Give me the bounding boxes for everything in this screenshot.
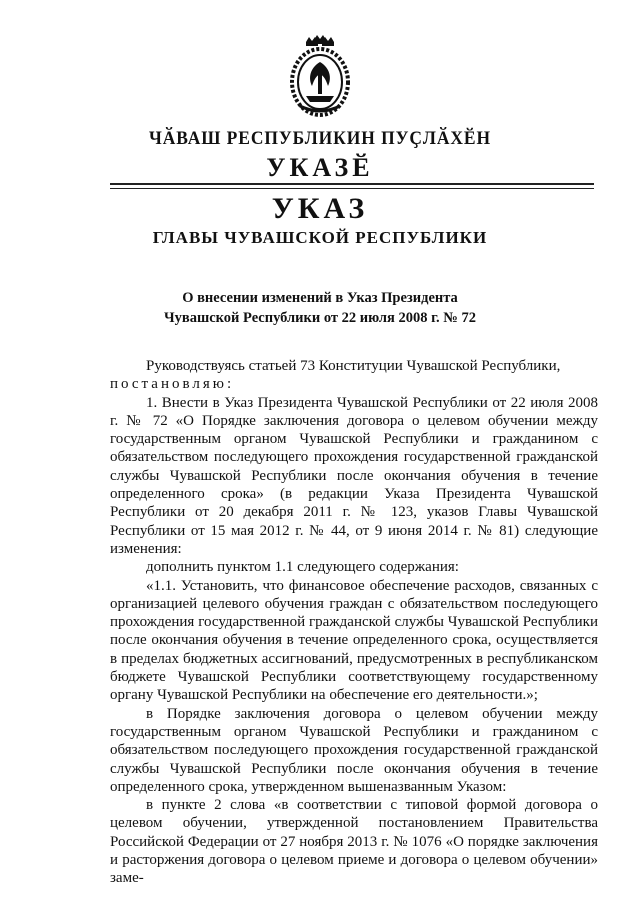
chuvash-header-line: ЧӐВАШ РЕСПУБЛИКИН ПУҪЛӐХӖН — [148, 128, 492, 149]
paragraph-text: Руководствуясь статьей 73 Конституции Чувашской Республики, — [146, 358, 561, 374]
header-divider — [110, 183, 594, 185]
resolve-word: постановляю: — [110, 376, 235, 393]
paragraph: в пункте 2 слова «в соответствии с типовой формой договора о целевом обучении, утвержденной постановлением Правительства Российской Федерации от 27 ноября 2013 г. № 1076 «О порядке заключения и расторжения договора о целевом приеме и договора о целевом обучении» заме- — [110, 797, 598, 887]
decree-body — [110, 357, 598, 888]
paragraph: в Порядке заключения договора о целевом обучении между государственным органом Чувашской Республики и гражданином с обязательством последующего прохождения государственной гражданской службы Чувашской Республики после окончания обучения в течение определенного срока, утвержденном вышеназванным Указом: — [110, 705, 598, 795]
coat-of-arms-icon — [288, 34, 352, 120]
decree-subject — [0, 288, 640, 328]
header-divider-thin — [110, 188, 594, 189]
decree-title: УКАЗ — [271, 192, 369, 225]
paragraph: 1. Внести в Указ Президента Чувашской Республики от 22 июля 2008 г. № 72 «О Порядке заключения договора о целевом обучении между государственным органом Чувашской Республики и гражданином с обязательством последующего прохождения государственной гражданской службы Чувашской Республики после окончания обучения в течение определенного срока» (в редакции Указа Президента Чувашской Республики от 20 декабря 2011 г. № 123, указов Главы Чувашской Республики от 15 мая 2012 г. № 44, от 9 июня 2014 г. № 81) следующие изменения: — [110, 394, 598, 557]
paragraph: «1.1. Установить, что финансовое обеспечение расходов, связанных с организацией целевого обучения граждан с обязательством последующего прохождения государственной гражданской службы Чувашской Республики после окончания обучения в течение определенного срока, осуществляется в пределах бюджетных ассигнований, предусмотренных в республиканском бюджете Чувашской Республики соответствующему государственному органу Чувашской Республики на обеспечение его деятельности.»; — [110, 577, 598, 704]
paragraph — [110, 357, 598, 394]
paragraph: дополнить пунктом 1.1 следующего содержания: — [146, 559, 459, 576]
subject-line: Чувашской Республики от 22 июля 2008 г. № 72 — [163, 310, 476, 326]
chuvash-decree-word: УКАЗӖ — [266, 153, 374, 182]
subject-line: О внесении изменений в Указ Президента — [182, 290, 458, 306]
decree-issuer: ГЛАВЫ ЧУВАШСКОЙ РЕСПУБЛИКИ — [152, 228, 488, 247]
